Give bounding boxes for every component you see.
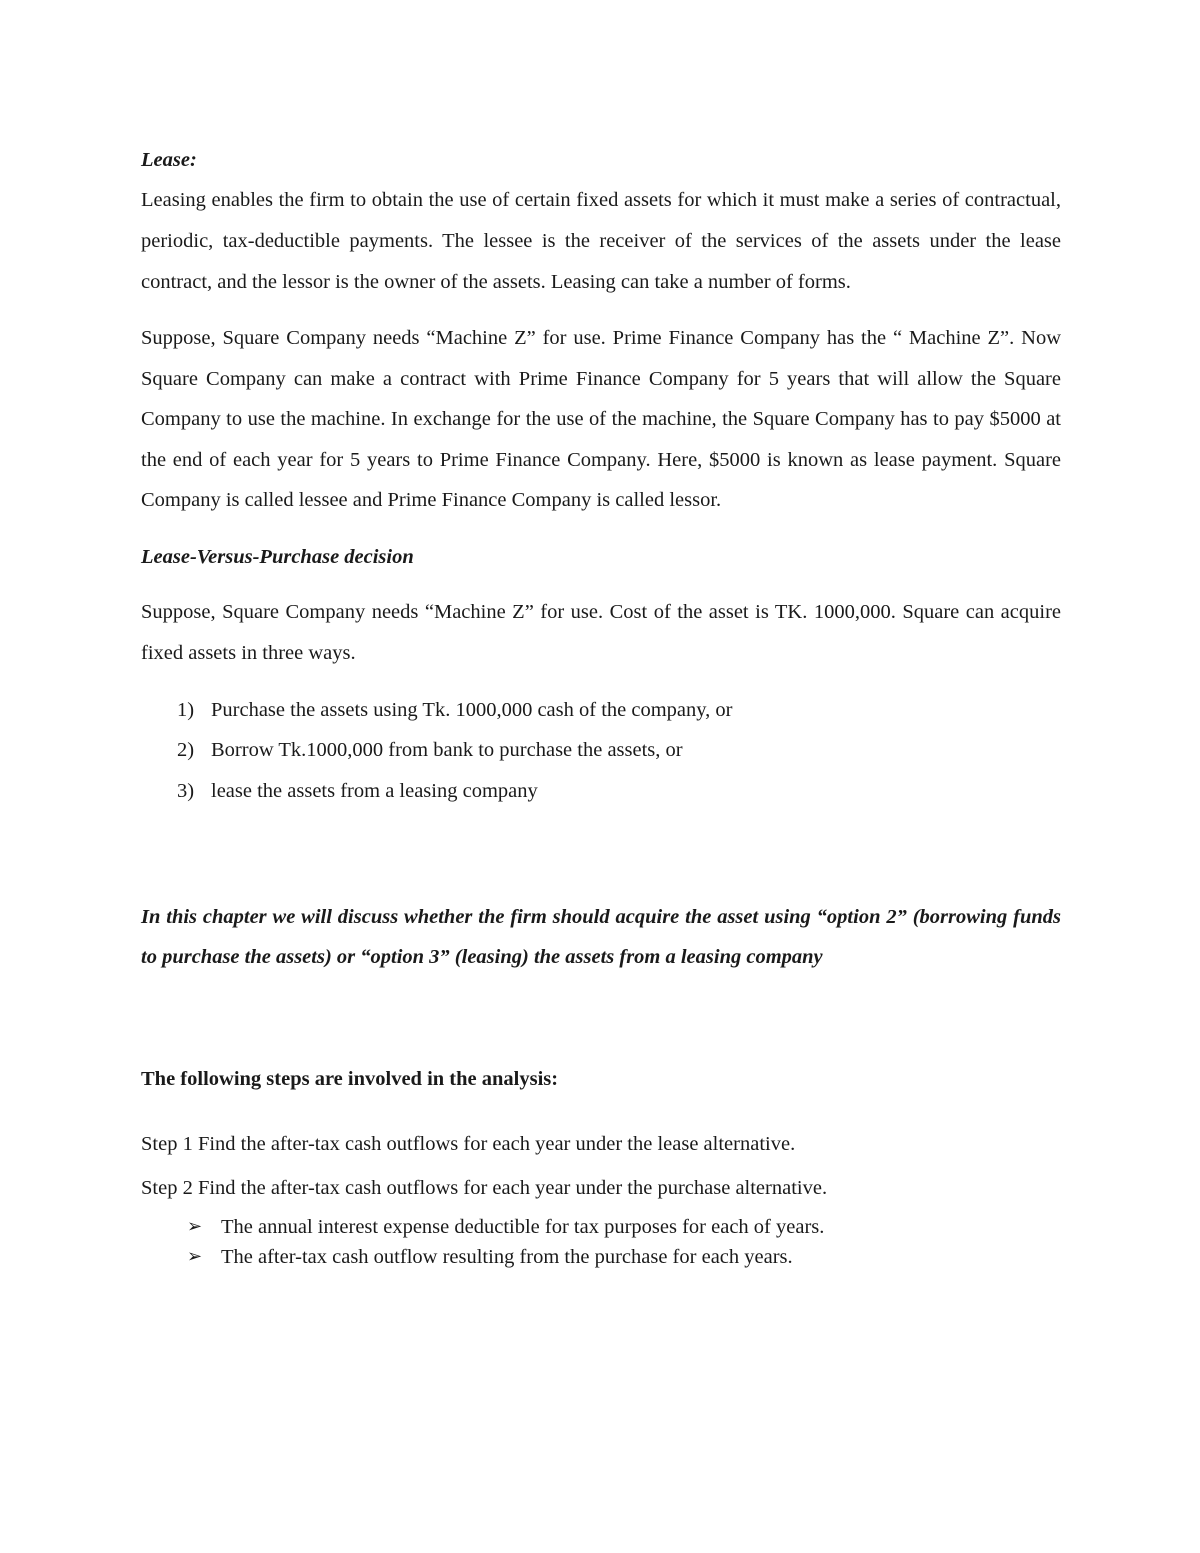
list-item-text: Borrow Tk.1000,000 from bank to purchase the assets, or [211, 739, 683, 761]
list-item [187, 1242, 1061, 1272]
step-2: Step 2 Find the after-tax cash outflows for each year under the purchase alternative. [141, 1176, 828, 1199]
lease-versus-purchase-heading: Lease-Versus-Purchase decision [141, 545, 414, 568]
bullet-text: The after-tax cash outflow resulting from the purchase for each years. [221, 1245, 793, 1268]
arrow-bullet-icon: ➢ [187, 1215, 203, 1237]
list-item-text: Purchase the assets using Tk. 1000,000 cash of the company, or [211, 698, 733, 721]
list-item-text: lease the assets from a leasing company [211, 779, 538, 802]
bullet-text: The annual interest expense deductible for tax purposes for each of years. [221, 1215, 825, 1238]
list-item-number: 1) [177, 698, 195, 721]
steps-heading: The following steps are involved in the analysis: [141, 1068, 559, 1090]
chapter-paragraph: In this chapter we will discuss whether the firm should acquire the asset using “option 2” (borrowing funds to purchase the assets) or “option 3” (leasing) the assets from a leasing company [141, 906, 1061, 968]
list-item [177, 690, 1061, 731]
list-item [177, 730, 1061, 771]
list-item [187, 1212, 1061, 1242]
lease-paragraph: Leasing enables the firm to obtain the use of certain fixed assets for which it must make a series of contractual, periodic, tax-deductible payments. The lessee is the receiver of the services of the assets under the lease contract, and the lessor is the owner of the assets. Leasing can take a number of forms. [141, 189, 1061, 293]
lease-heading: Lease: [141, 149, 197, 171]
suppose-paragraph: Suppose, Square Company needs “Machine Z” for use. Prime Finance Company has the “ Machine Z”. Now Square Company can make a contract with Prime Finance Company for 5 years that will allow the Square Company to use the machine. In exchange for the use of the machine, the Square Company has to pay $5000 at the end of each year for 5 years to Prime Finance Company. Here, $5000 is known as lease payment. Square Company is called lessee and Prime Finance Company is called lessor. [141, 327, 1061, 511]
list-item [177, 771, 1061, 812]
document-page [141, 140, 1061, 1272]
list-item-number: 2) [177, 739, 195, 761]
decision-paragraph: Suppose, Square Company needs “Machine Z” for use. Cost of the asset is TK. 1000,000. Square can acquire fixed assets in three ways. [141, 600, 1061, 664]
list-item-number: 3) [177, 779, 195, 802]
step-1: Step 1 Find the after-tax cash outflows for each year under the lease alternative. [141, 1132, 796, 1155]
bullet-list [141, 1212, 1061, 1272]
arrow-bullet-icon: ➢ [187, 1245, 203, 1267]
options-list [141, 690, 1061, 812]
